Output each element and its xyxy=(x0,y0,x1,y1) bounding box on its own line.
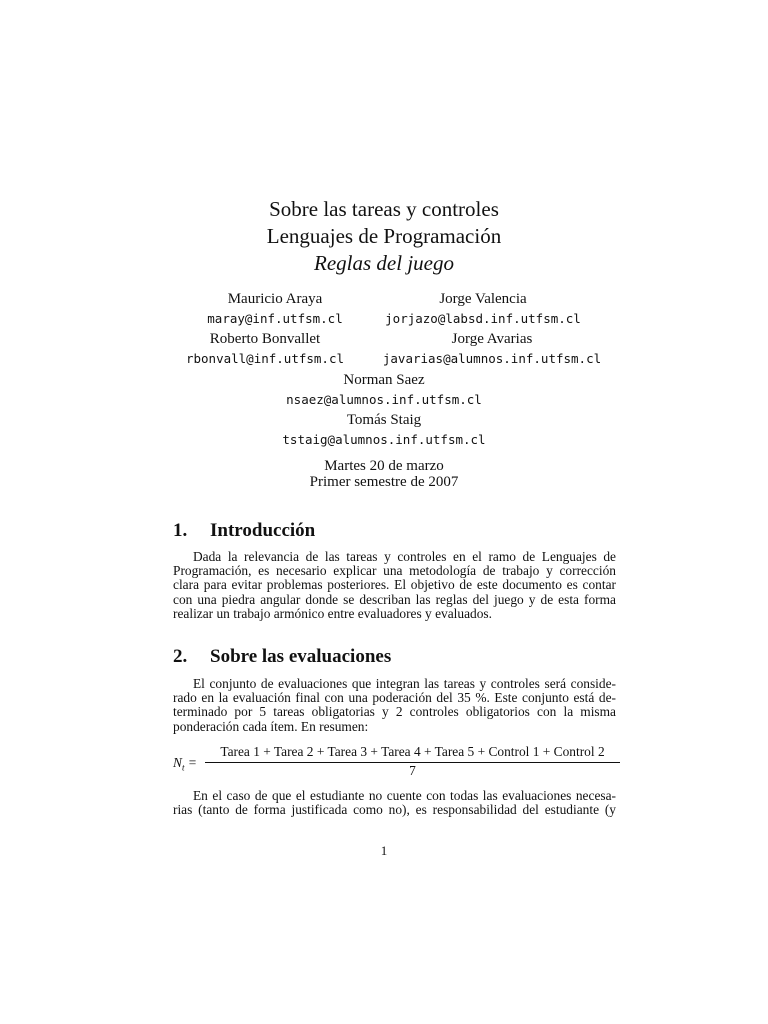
author-block-2 xyxy=(370,290,596,328)
paragraph-line: En el caso de que el estudiante no cuente con todas las evaluaciones necesa- xyxy=(193,788,616,803)
title-line-3: Reglas del juego xyxy=(314,251,454,275)
paragraph-line: El conjunto de evaluaciones que integran las tareas y controles será conside- xyxy=(193,676,616,691)
author-name: Tomás Staig xyxy=(346,412,422,428)
formula-denominator: 7 xyxy=(409,763,416,778)
paragraph-line: realizar un trabajo armónico entre evaluadores y evaluados. xyxy=(173,605,492,621)
paragraph-evaluaciones-continued xyxy=(173,789,616,817)
paragraph-line: ponderación cada ítem. En resumen: xyxy=(173,718,369,734)
author-block-3 xyxy=(165,330,365,368)
paragraph-line: Dada la relevancia de las tareas y controles en el ramo de Lenguajes de xyxy=(193,549,616,564)
title-line-1: Sobre las tareas y controles xyxy=(269,197,499,221)
author-email: jorjazo@labsd.inf.utfsm.cl xyxy=(385,311,581,326)
paragraph-line: rado en la evaluación final con una poderación del 35 %. Este conjunto está de- xyxy=(173,690,616,706)
title-line-2: Lenguajes de Programación xyxy=(266,224,502,248)
document-title xyxy=(0,196,768,277)
page-number: 1 xyxy=(380,843,388,858)
author-block-6 xyxy=(0,411,768,449)
author-name: Norman Saez xyxy=(343,372,425,388)
author-name: Roberto Bonvallet xyxy=(209,331,321,347)
author-name: Mauricio Araya xyxy=(227,291,323,307)
author-name: Jorge Avarias xyxy=(451,331,533,347)
paragraph-introduccion xyxy=(173,550,616,621)
author-email: tstaig@alumnos.inf.utfsm.cl xyxy=(282,432,486,447)
section-number: 2. xyxy=(173,646,188,667)
author-email: rbonvall@inf.utfsm.cl xyxy=(185,351,345,366)
section-number: 1. xyxy=(173,520,188,541)
formula-lhs: $N_t$ = xyxy=(173,755,197,773)
author-name: Jorge Valencia xyxy=(439,291,527,307)
author-block-4 xyxy=(370,330,614,368)
section-heading-evaluaciones xyxy=(173,645,391,669)
author-block-1 xyxy=(180,290,370,328)
paragraph-evaluaciones xyxy=(173,677,616,734)
paragraph-line: Programación, es necesario explicar una metodología de trabajo y corrección xyxy=(173,563,616,579)
paragraph-line: terminado por 5 tareas obligatorias y 2 controles obligatorios con la misma xyxy=(173,704,616,720)
paragraph-line: con una piedra angular donde se describan las reglas del juego y de esta forma xyxy=(173,591,616,607)
author-email: maray@inf.utfsm.cl xyxy=(207,311,343,326)
date-line-2: Primer semestre de 2007 xyxy=(309,474,459,490)
author-email: nsaez@alumnos.inf.utfsm.cl xyxy=(286,392,482,407)
section-title: Sobre las evaluaciones xyxy=(210,646,392,667)
author-block-5 xyxy=(0,371,768,409)
paragraph-line: clara para evitar problemas posteriores. El objetivo de este documento es contar xyxy=(173,577,616,593)
paragraph-line: rias (tanto de forma justificada como no), es responsabilidad del estudiante (y xyxy=(173,802,616,818)
section-title: Introducción xyxy=(210,520,316,541)
formula-numerator: Tarea 1 + Tarea 2 + Tarea 3 + Tarea 4 + Tarea 5 + Control 1 + Control 2 xyxy=(220,744,605,759)
document-date xyxy=(0,458,768,490)
formula-nt xyxy=(173,744,620,780)
formula-fraction xyxy=(205,744,620,779)
author-email: javarias@alumnos.inf.utfsm.cl xyxy=(382,351,602,366)
date-line-1: Martes 20 de marzo xyxy=(324,458,444,474)
section-heading-introduccion xyxy=(173,519,315,543)
